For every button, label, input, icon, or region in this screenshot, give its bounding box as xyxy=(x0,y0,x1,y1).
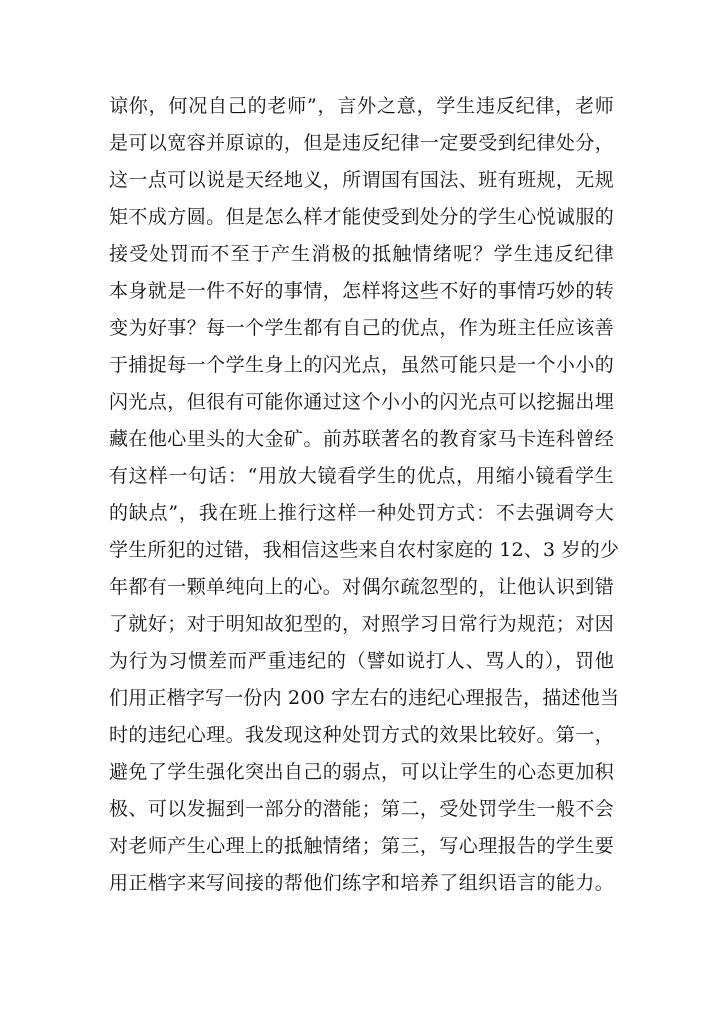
text-line: 藏在他心里头的大金矿。前苏联著名的教育家马卡连科曾经 xyxy=(109,428,614,450)
text-line: 们用正楷字写一份内 200 字左右的违纪心理报告，描述他当 xyxy=(109,687,620,709)
text-line: 矩不成方圆。但是怎么样才能使受到处分的学生心悦诚服的 xyxy=(109,206,614,228)
body-paragraph xyxy=(109,88,620,902)
text-line: 的缺点”，我在班上推行这样一种处罚方式：不去强调夸大 xyxy=(109,502,614,524)
text-line: 避免了学生强化突出自己的弱点，可以让学生的心态更加积 xyxy=(109,761,614,783)
text-line: 有这样一句话：“用放大镜看学生的优点，用缩小镜看学生 xyxy=(109,465,614,487)
text-line: 闪光点，但很有可能你通过这个小小的闪光点可以挖掘出埋 xyxy=(109,391,614,413)
text-line: 用正楷字来写间接的帮他们练字和培养了组织语言的能力。 xyxy=(109,872,614,894)
text-line: 学生所犯的过错，我相信这些来自农村家庭的 12、3 岁的少 xyxy=(109,539,620,561)
text-line: 了就好；对于明知故犯型的，对照学习日常行为规范；对因 xyxy=(109,613,614,635)
text-line: 接受处罚而不至于产生消极的抵触情绪呢？学生违反纪律 xyxy=(109,243,614,265)
text-line: 时的违纪心理。我发现这种处罚方式的效果比较好。第一， xyxy=(109,724,614,746)
text-line: 极、可以发掘到一部分的潜能；第二，受处罚学生一般不会 xyxy=(109,798,614,820)
text-line: 为行为习惯差而严重违纪的（譬如说打人、骂人的），罚他 xyxy=(109,650,614,672)
text-line: 是可以宽容并原谅的，但是违反纪律一定要受到纪律处分， xyxy=(109,132,614,154)
text-line: 本身就是一件不好的事情，怎样将这些不好的事情巧妙的转 xyxy=(109,280,614,302)
text-line: 对老师产生心理上的抵触情绪；第三，写心理报告的学生要 xyxy=(109,835,614,857)
text-line: 变为好事？每一个学生都有自己的优点，作为班主任应该善 xyxy=(109,317,614,339)
text-line: 这一点可以说是天经地义，所谓国有国法、班有班规，无规 xyxy=(109,169,614,191)
text-line: 于捕捉每一个学生身上的闪光点，虽然可能只是一个小小的 xyxy=(109,354,614,376)
text-line: 年都有一颗单纯向上的心。对偶尔疏忽型的，让他认识到错 xyxy=(109,576,614,598)
text-line: 谅你，何况自己的老师”，言外之意，学生违反纪律，老师 xyxy=(109,95,614,117)
